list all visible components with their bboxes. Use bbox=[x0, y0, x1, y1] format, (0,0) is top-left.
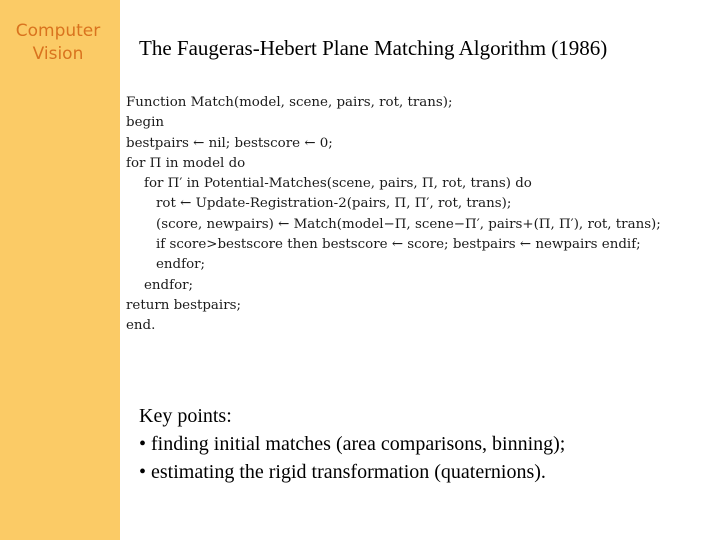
code-line: endfor; bbox=[144, 277, 194, 293]
key-point-item: • finding initial matches (area comparisons, binning); bbox=[139, 433, 566, 455]
code-line: Function Match(model, scene, pairs, rot, trans); bbox=[126, 95, 453, 110]
course-title-line-1: Computer bbox=[15, 21, 101, 41]
code-line: rot ← Update-Registration-2(pairs, Π, Π′, rot, trans); bbox=[156, 196, 512, 212]
key-points bbox=[139, 402, 565, 486]
sidebar bbox=[0, 0, 120, 540]
slide-title: The Faugeras-Hebert Plane Matching Algorithm (1986) bbox=[139, 36, 608, 60]
code-line: for Π′ in Potential-Matches(scene, pairs, Π, rot, trans) do bbox=[144, 176, 532, 192]
code-line: begin bbox=[126, 115, 164, 131]
code-line: (score, newpairs) ← Match(model−Π, scene−Π′, pairs+(Π, Π′), rot, trans); bbox=[156, 216, 661, 232]
key-point-item: • estimating the rigid transformation (quaternions). bbox=[139, 461, 546, 483]
code-line: bestpairs ← nil; bestscore ← 0; bbox=[126, 135, 333, 151]
key-points-heading: Key points: bbox=[139, 405, 232, 427]
algorithm-pseudocode bbox=[126, 93, 720, 337]
code-line: for Π in model do bbox=[126, 155, 246, 171]
code-line: if score>bestscore then bestscore ← score; bestpairs ← newpairs endif; bbox=[156, 237, 641, 253]
code-line: end. bbox=[126, 318, 156, 334]
course-title-line-2: Vision bbox=[32, 44, 84, 64]
course-title bbox=[0, 20, 116, 66]
code-line: endfor; bbox=[156, 257, 206, 273]
code-line: return bestpairs; bbox=[126, 297, 241, 313]
